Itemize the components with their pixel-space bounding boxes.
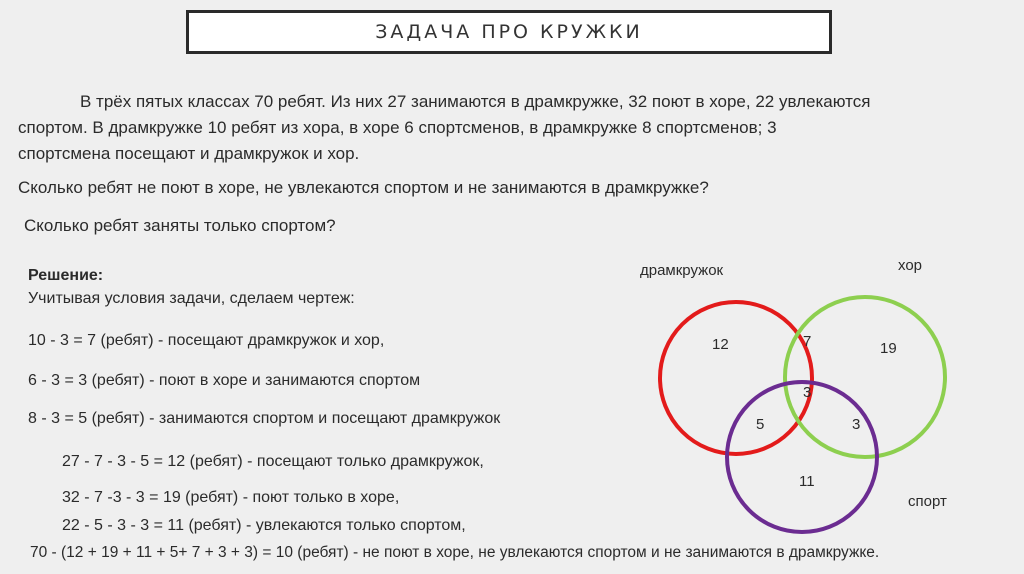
problem-line-1: В трёх пятых классах 70 ребят. Из них 27 занимаются в драмкружке, 32 поют в хоре, 22 увлекаются bbox=[80, 92, 871, 111]
region-choir-sport: 3 bbox=[852, 416, 861, 433]
problem-line-3: спортсмена посещают и драмкружок и хор. bbox=[18, 144, 360, 163]
question-2: Сколько ребят заняты только спортом? bbox=[24, 216, 336, 235]
region-sport-only: 11 bbox=[799, 473, 815, 490]
solution-intro: Учитывая условия задачи, сделаем чертеж: bbox=[28, 290, 355, 307]
problem-line-2: спортом. В драмкружке 10 ребят из хора, в хоре 6 спортсменов, в драмкружке 8 спортсменов; 3 bbox=[18, 118, 777, 137]
region-drama-sport: 5 bbox=[756, 416, 765, 433]
solution-step-1: 10 - 3 = 7 (ребят) - посещают драмкружок и хор, bbox=[28, 332, 385, 349]
venn-diagram bbox=[620, 250, 1020, 574]
question-1: Сколько ребят не поют в хоре, не увлекаются спортом и не занимаются в драмкружке? bbox=[18, 178, 709, 197]
drama-circle bbox=[660, 302, 812, 454]
solution-step-2: 6 - 3 = 3 (ребят) - поют в хоре и занимаются спортом bbox=[28, 372, 421, 389]
solution-step-4: 27 - 7 - 3 - 5 = 12 (ребят) - посещают только драмкружок, bbox=[62, 453, 484, 470]
region-choir-only: 19 bbox=[880, 340, 897, 357]
page-title: ЗАДАЧА ПРО КРУЖКИ bbox=[375, 21, 643, 43]
title-box bbox=[186, 10, 832, 54]
sport-label: спорт bbox=[908, 493, 947, 510]
solution-step-7: 70 - (12 + 19 + 11 + 5+ 7 + 3 + 3) = 10 (ребят) - не поют в хоре, не увлекаются спортом и не занимаются в драмкружке. bbox=[30, 544, 880, 561]
choir-circle bbox=[785, 297, 945, 457]
region-all-three: 3 bbox=[803, 384, 812, 401]
choir-label: хор bbox=[898, 257, 923, 274]
solution-heading: Решение: bbox=[28, 267, 104, 284]
drama-label: драмкружок bbox=[640, 262, 724, 279]
solution-step-3: 8 - 3 = 5 (ребят) - занимаются спортом и посещают драмкружок bbox=[28, 410, 501, 427]
solution-step-5: 32 - 7 -3 - 3 = 19 (ребят) - поют только в хоре, bbox=[62, 489, 400, 506]
solution-step-6: 22 - 5 - 3 - 3 = 11 (ребят) - увлекаются только спортом, bbox=[62, 517, 466, 534]
problem-statement bbox=[18, 89, 998, 167]
region-drama-choir: 7 bbox=[803, 333, 812, 350]
region-drama-only: 12 bbox=[712, 336, 729, 353]
